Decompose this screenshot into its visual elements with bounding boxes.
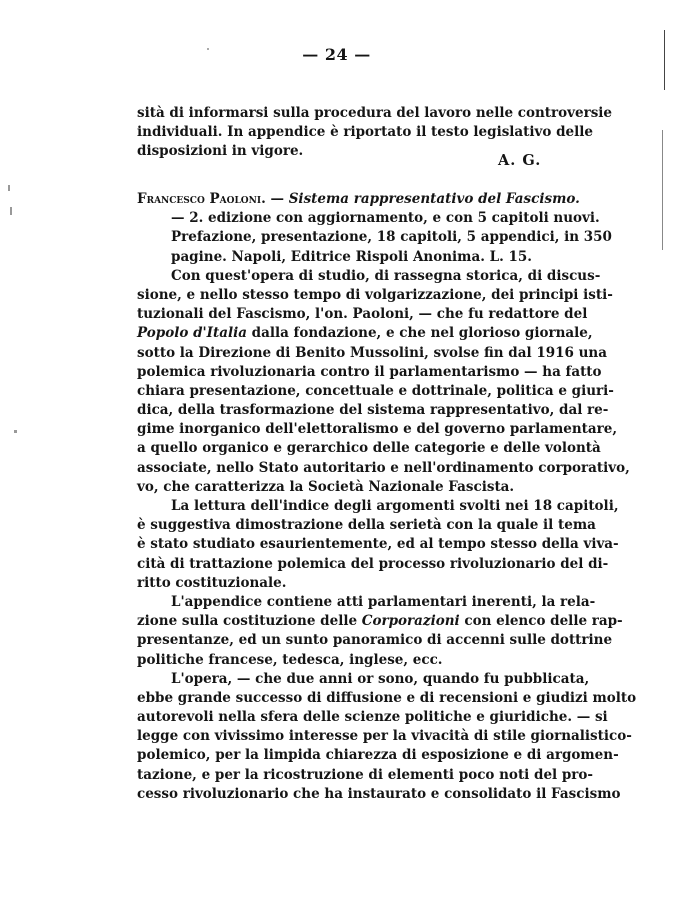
text-line: presentanze, ed un sunto panoramico di accenni sulle dottrine — [137, 632, 613, 649]
text-line — [137, 612, 623, 631]
text-line: polemico, per la limpida chiarezza di esposizione e di argomen- — [137, 747, 619, 764]
review-details-line: Prefazione, presentazione, 18 capitoli, 5 appendici, in 350 — [171, 229, 612, 246]
text-line: La lettura dell'indice degli argomenti svolti nei 18 capitoli, — [171, 498, 619, 514]
text-line: legge con vivissimo interesse per la vivacità di stile giornalistico- — [137, 728, 632, 745]
review-details-line: — 2. edizione con aggiornamento, e con 5 capitoli nuovi. — [171, 210, 600, 227]
text-line: dica, della trasformazione del sistema rappresentativo, dal re- — [137, 402, 609, 419]
review-author: Francesco Paoloni. — [137, 191, 266, 207]
text-line: cità di trattazione polemica del processo rivoluzionario del di- — [137, 555, 609, 572]
text-fragment: zione sulla costituzione delle — [137, 613, 362, 630]
text-fragment: dalla fondazione, e che nel glorioso giornale, — [246, 325, 593, 342]
text-line: L'opera, — che due anni or sono, quando fu pubblicata, — [171, 670, 590, 687]
text-line — [137, 324, 593, 343]
text-line: tuzionali del Fascismo, l'on. Paoloni, — che fu redattore del — [137, 306, 588, 323]
text-line: L'appendice contiene atti parlamentari inerenti, la rela- — [171, 593, 596, 610]
scan-speck — [10, 207, 12, 215]
text-line: chiara presentazione, concettuale e dottrinale, politica e giuri- — [137, 382, 614, 399]
scan-edge-mark — [662, 130, 663, 250]
text-line: sione, e nello stesso tempo di volgarizzazione, dei principi isti- — [137, 286, 613, 303]
text-line: ritto costituzionale. — [137, 574, 287, 591]
text-line: cesso rivoluzionario che ha instaurato e consolidato il Fascismo — [137, 785, 621, 802]
scan-speck — [14, 430, 17, 433]
text-line: politiche francese, tedesca, inglese, ecc. — [137, 651, 443, 668]
text-line: gime inorganico dell'elettoralismo e del governo parlamentare, — [137, 421, 618, 438]
review-heading — [137, 190, 580, 209]
text-line: polemica rivoluzionaria contro il parlamentarismo — ha fatto — [137, 363, 602, 380]
scan-edge-mark — [664, 30, 665, 90]
text-fragment: con elenco delle rap- — [459, 613, 623, 630]
heading-dash: — — [265, 191, 289, 207]
review-entry — [137, 190, 637, 804]
text-line: individuali. In appendice è riportato il testo legislativo delle — [137, 124, 593, 141]
signature: A. G. — [498, 152, 542, 169]
text-line: è suggestiva dimostrazione della serietà con la quale il tema — [137, 517, 596, 534]
text-line: è stato studiato esaurientemente, ed al tempo stesso della viva- — [137, 536, 619, 553]
page-number: — 24 — — [302, 45, 371, 64]
text-line: a quello organico e gerarchico delle categorie e delle volontà — [137, 440, 601, 457]
text-line: ebbe grande successo di diffusione e di recensioni e giudizi molto — [137, 689, 637, 706]
text-line: Con quest'opera di studio, di rassegna storica, di discus- — [171, 267, 601, 284]
review-title: Sistema rappresentativo del Fascismo. — [288, 191, 580, 207]
text-line: autorevoli nella sfera delle scienze politiche e giuridiche. — si — [137, 709, 608, 726]
scan-speck — [207, 48, 209, 50]
text-line: sità di informarsi sulla procedura del lavoro nelle controversie — [137, 105, 613, 121]
scan-speck — [8, 185, 10, 191]
text-line: disposizioni in vigore. — [137, 143, 304, 160]
text-line: associate, nello Stato autoritario e nell'ordinamento corporativo, — [137, 459, 630, 476]
text-line: sotto la Direzione di Benito Mussolini, svolse fin dal 1916 una — [137, 344, 607, 361]
text-line: tazione, e per la ricostruzione di elementi poco noti del pro- — [137, 766, 594, 783]
review-details-line: pagine. Napoli, Editrice Rispoli Anonima. L. 15. — [171, 248, 532, 265]
corporazioni-italic: Corporazioni — [361, 613, 460, 630]
newspaper-title: Popolo d'Italia — [137, 325, 247, 342]
text-line: vo, che caratterizza la Società Nazionale Fascista. — [137, 478, 515, 495]
